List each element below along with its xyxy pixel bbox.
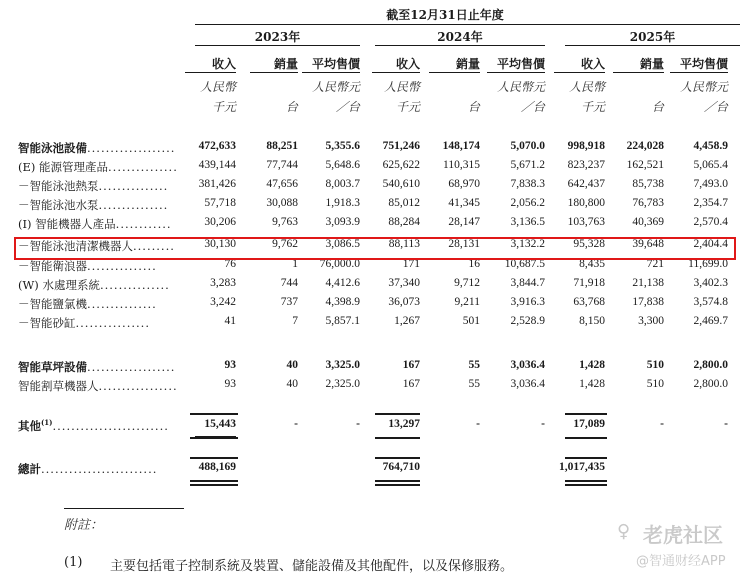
note-title: 附註： [64,518,104,533]
row-label [18,197,168,213]
footnote-ref: (1) [41,418,53,428]
leader-dots: ......... [133,239,175,253]
leader-dots: ............... [98,198,169,212]
row-label-text: (I) 智能機器人產品 [18,217,116,231]
col-header: 銷量 [455,57,480,71]
row-label-text: 智能割草機器人 [18,379,99,393]
table-cell: 823,237 [567,159,605,171]
table-cell: - [294,418,298,430]
table-cell: 764,710 [382,461,420,473]
table-cell: 11,699.0 [688,258,728,270]
row-label [18,178,168,194]
table-cell: 5,857.1 [325,315,360,327]
leader-dots: ................. [98,379,178,393]
table-cell: 76,783 [632,197,664,209]
table-cell: 5,648.6 [325,159,360,171]
table-cell: 7 [292,315,298,327]
leader-dots: ............... [87,297,157,311]
row-label [18,378,178,394]
table-cell: 737 [280,296,298,308]
col-unit-line2: 千元 [395,100,420,114]
col-unit-line2: 台 [651,100,664,114]
table-cell: 10,687.5 [504,258,545,270]
table-cell: - [660,418,664,430]
table-cell: - [356,418,360,430]
table-cell: 37,340 [388,277,420,289]
table-cell: 40 [286,359,298,371]
row-label [18,461,157,477]
watermark-text: 老虎社区 [643,523,723,547]
table-cell: 4,458.9 [693,140,728,152]
row-label [18,359,175,375]
table-cell: 63,768 [573,296,605,308]
row-label [18,418,169,434]
row-label-text: －智能砂缸 [18,316,76,330]
table-cell: 3,132.2 [510,238,545,250]
table-cell: 1,267 [394,315,420,327]
table-cell: 9,712 [454,277,480,289]
row-label [18,159,178,175]
table-cell: 85,012 [388,197,420,209]
col-unit-line2: 千元 [211,100,236,114]
table-cell: 93 [224,359,236,371]
leader-dots: ............... [98,179,169,193]
table-cell: - [541,418,545,430]
year-2025: 2025年 [629,30,676,44]
table-cell: 439,144 [198,159,236,171]
table-cell: 55 [468,378,480,390]
table-cell: 3,242 [210,296,236,308]
table-cell: 16 [468,258,480,270]
table-cell: 3,136.5 [510,216,545,228]
table-cell: 744 [280,277,298,289]
leader-dots: ............... [99,278,170,292]
table-cell: 7,493.0 [693,178,728,190]
row-label-text: (W) 水處理系統 [18,278,100,292]
table-cell: 7,838.3 [510,178,545,190]
col-unit-line1: 人民幣元 [496,80,545,94]
col-unit-line1: 人民幣元 [311,80,360,94]
table-cell: 540,610 [382,178,420,190]
table-cell: 180,800 [567,197,605,209]
table-cell: 2,325.0 [325,378,360,390]
table-cell: 9,762 [272,238,298,250]
table-cell: 501 [462,315,480,327]
row-label-text: －智能衛浪器 [18,259,87,273]
table-cell: 510 [646,359,664,371]
table-cell: 3,283 [210,277,236,289]
table-cell: 721 [646,258,664,270]
row-label [18,140,175,156]
table-cell: 36,073 [388,296,420,308]
table-cell: 2,056.2 [510,197,545,209]
table-cell: 2,528.9 [510,315,545,327]
row-label [18,296,157,312]
table-cell: 4,398.9 [325,296,360,308]
table-cell: 2,570.4 [693,216,728,228]
watermark-subtext: @智通财经APP [636,554,726,569]
table-cell: 8,003.7 [325,178,360,190]
table-cell: 88,113 [388,238,420,250]
table-cell: 488,169 [198,461,236,473]
table-cell: 30,206 [204,216,236,228]
table-cell: 3,036.4 [510,359,545,371]
row-label [18,258,157,274]
table-cell: 5,671.2 [510,159,545,171]
table-cell: 9,211 [454,296,480,308]
col-header: 平均售價 [496,57,545,71]
row-label [18,277,170,293]
col-header: 銷量 [273,57,298,71]
leader-dots: ............... [87,259,157,273]
table-cell: 28,147 [448,216,480,228]
table-cell: 3,036.4 [510,378,545,390]
table-cell: 3,325.0 [325,359,360,371]
col-header: 收入 [395,57,420,71]
table-cell: 88,284 [388,216,420,228]
year-2023: 2023年 [254,30,301,44]
table-cell: 2,800.0 [693,378,728,390]
table-cell: 510 [646,378,664,390]
table-cell: 15,443 [204,418,236,430]
leader-dots: ................... [87,360,176,374]
table-cell: - [724,418,728,430]
table-cell: - [476,418,480,430]
table-cell: 2,800.0 [693,359,728,371]
col-header: 銷量 [639,57,664,71]
table-cell: 57,718 [204,197,236,209]
col-unit-line2: 台 [467,100,480,114]
row-label [18,216,172,232]
table-cell: 5,070.0 [510,140,545,152]
table-cell: 751,246 [382,140,420,152]
table-cell: 381,426 [198,178,236,190]
table-cell: 2,354.7 [693,197,728,209]
table-cell: 77,744 [266,159,298,171]
col-unit-line2: ／台 [703,100,728,114]
table-cell: 167 [402,378,420,390]
note-text: 主要包括電子控制系統及裝置、儲能設備及其他配件，以及保修服務。 [110,559,514,574]
col-unit-line2: ／台 [335,100,360,114]
table-cell: 148,174 [442,140,480,152]
row-label [18,315,150,331]
col-header: 平均售價 [311,57,360,71]
table-cell: 4,412.6 [325,277,360,289]
table-cell: 85,738 [632,178,664,190]
col-unit-line1: 人民幣 [568,80,605,94]
leader-dots: ................... [87,141,176,155]
col-unit-line1: 人民幣元 [679,80,728,94]
table-cell: 3,402.3 [693,277,728,289]
row-label-text: －智能泳池清潔機器人 [18,239,133,253]
col-unit-line2: 台 [285,100,298,114]
table-cell: 40 [286,378,298,390]
table-cell: 1,918.3 [325,197,360,209]
table-cell: 3,086.5 [325,238,360,250]
row-label-text: －智能泳池熱泵 [18,179,99,193]
table-cell: 17,838 [632,296,664,308]
table-cell: 2,404.4 [693,238,728,250]
table-cell: 103,763 [567,216,605,228]
table-cell: 76,000.0 [319,258,360,270]
table-cell: 642,437 [567,178,605,190]
table-cell: 3,844.7 [510,277,545,289]
table-cell: 8,150 [579,315,605,327]
col-unit-line1: 人民幣 [383,80,420,94]
table-cell: 1,428 [579,359,605,371]
row-label-text: 智能草坪設備 [18,360,87,374]
table-cell: 71,918 [573,277,605,289]
row-label-text: －智能鹽氯機 [18,297,87,311]
table-cell: 39,648 [632,238,664,250]
leader-dots: ......................... [52,419,169,433]
table-title: 截至12月31日止年度 [386,8,504,22]
col-header: 收入 [580,57,605,71]
table-cell: 55 [468,359,480,371]
table-cell: 110,315 [443,159,480,171]
table-cell: 9,763 [272,216,298,228]
table-cell: 8,435 [579,258,605,270]
col-unit-line1: 人民幣 [199,80,236,94]
highlight-box [14,237,736,260]
leader-dots: ................ [75,316,150,330]
table-cell: 5,065.4 [693,159,728,171]
table-cell: 68,970 [448,178,480,190]
table-cell: 41,345 [448,197,480,209]
table-cell: 472,633 [198,140,236,152]
table-cell: 1,428 [579,378,605,390]
table-cell: 76 [224,258,236,270]
leader-dots: ............... [108,160,178,174]
table-cell: 224,028 [626,140,664,152]
year-2024: 2024年 [437,30,483,44]
table-cell: 167 [402,359,420,371]
table-cell: 88,251 [266,140,298,152]
col-unit-line2: ／台 [520,100,545,114]
leader-dots: ............ [115,217,172,231]
table-cell: 1,017,435 [559,461,605,473]
table-cell: 3,574.8 [693,296,728,308]
row-label-text: －智能泳池水泵 [18,198,99,212]
row-label-text: 其他 [18,419,41,433]
table-cell: 162,521 [626,159,664,171]
table-cell: 93 [224,378,236,390]
table-cell: 2,469.7 [693,315,728,327]
col-unit-line2: 千元 [580,100,605,114]
table-cell: 17,089 [573,418,605,430]
row-label-text: 總計 [18,462,41,476]
table-cell: 5,355.6 [325,140,360,152]
table-cell: 171 [402,258,420,270]
row-label-text: 智能泳池設備 [18,141,87,155]
row-label-text: (E) 能源管理產品 [18,160,109,174]
table-cell: 28,131 [448,238,480,250]
leader-dots: ......................... [41,462,158,476]
col-header: 平均售價 [679,57,728,71]
table-cell: 41 [224,315,236,327]
table-cell: 3,916.3 [510,296,545,308]
table-cell: 625,622 [382,159,420,171]
table-cell: 21,138 [632,277,664,289]
table-cell: 30,130 [204,238,236,250]
col-header: 收入 [211,57,236,71]
table-cell: 998,918 [567,140,605,152]
table-cell: 47,656 [266,178,298,190]
table-cell: 3,300 [638,315,664,327]
table-cell: 40,369 [632,216,664,228]
table-cell: 95,328 [573,238,605,250]
table-cell: 1 [292,258,298,270]
table-cell: 3,093.9 [325,216,360,228]
table-cell: 30,088 [266,197,298,209]
watermark-logo-icon: ♀ [617,521,631,542]
note-number: (1) [64,555,83,570]
table-cell: 13,297 [388,418,420,430]
